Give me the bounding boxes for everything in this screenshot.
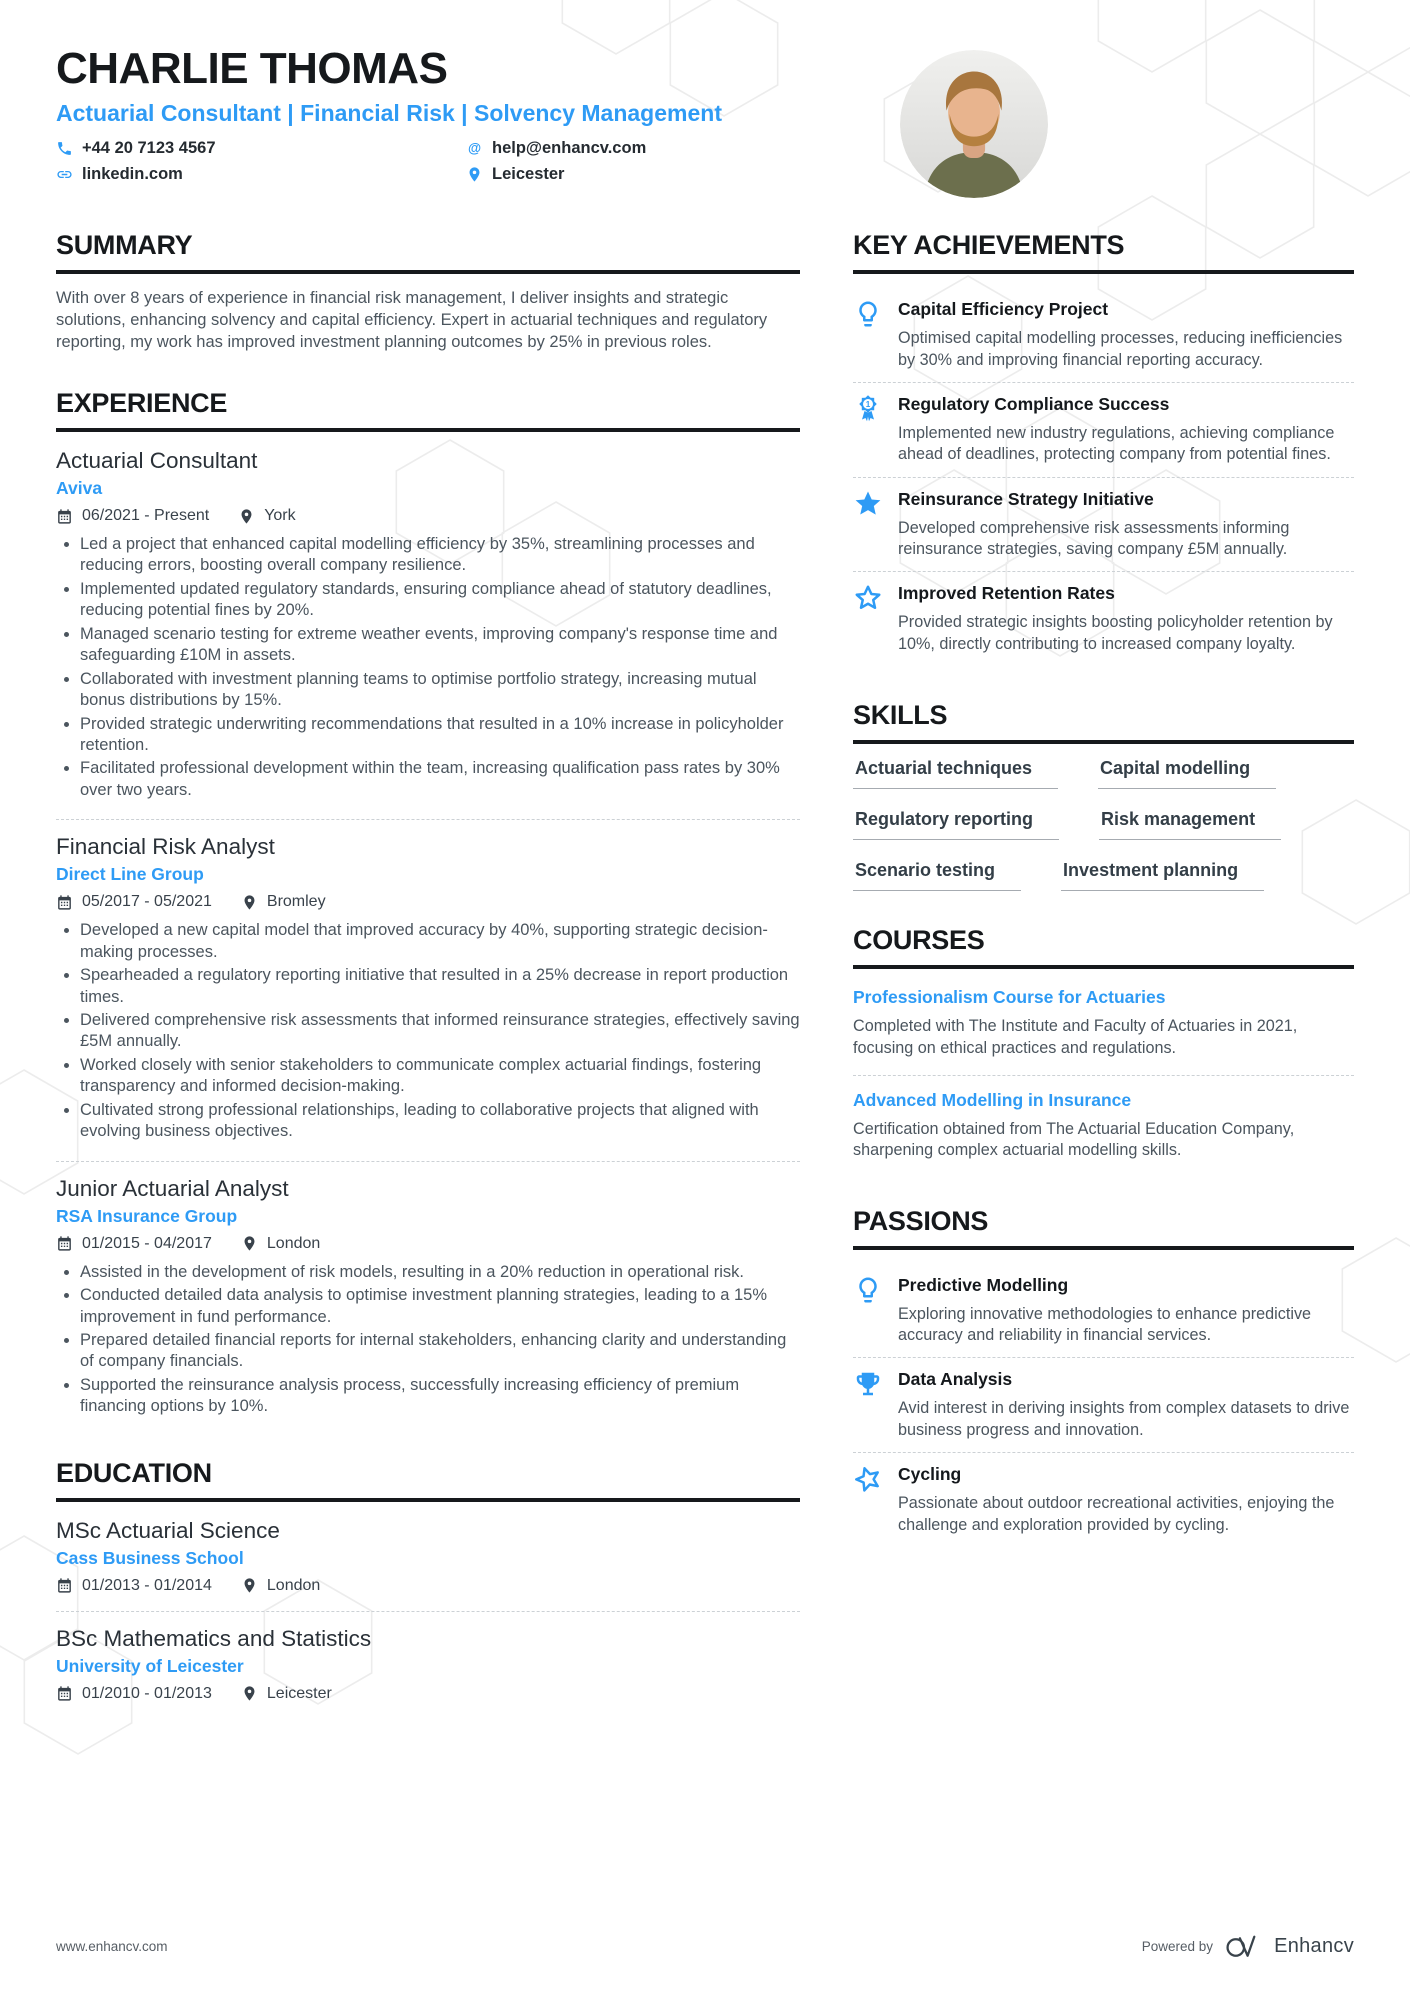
footer — [56, 1934, 1354, 1959]
highlight-text: Optimised capital modelling processes, reducing inefficiencies by 30% and improving financial reporting accuracy. — [898, 329, 1343, 369]
profile-photo — [900, 50, 1048, 198]
enhancv-logo-icon[interactable] — [1225, 1934, 1262, 1959]
date-range: 01/2010 - 01/2013 — [82, 1684, 212, 1702]
job-bullets — [56, 534, 800, 801]
contact-text: linkedin.com — [82, 165, 183, 184]
highlight-text: Passionate about outdoor recreational activities, enjoying the challenge and exploration provided by cycling. — [898, 1494, 1335, 1534]
course-text: Completed with The Institute and Faculty of Actuaries in 2021, focusing on ethical practices and regulations. — [853, 1017, 1298, 1057]
highlight-item — [853, 1452, 1354, 1547]
education-meta — [56, 1577, 800, 1595]
skill-item: Risk management — [1099, 809, 1281, 840]
highlight-body — [898, 392, 1354, 466]
job-location: York — [264, 507, 296, 524]
bullet-item: • Facilitated professional development within the team, increasing qualification pass rates by 30% over two years. — [80, 758, 800, 801]
job-title: Actuarial Consultant — [56, 448, 258, 473]
bullet-item: • Supported the reinsurance analysis process, successfully increasing efficiency of premium financing options by 10%. — [80, 1375, 800, 1418]
company-name: Aviva — [56, 478, 103, 498]
job-meta — [56, 1235, 800, 1253]
bullet-item: • Conducted detailed data analysis to optimise investment planning strategies, leading to a 15% improvement in fund performance. — [80, 1285, 800, 1328]
pin-icon — [238, 508, 255, 525]
school-name: Cass Business School — [56, 1547, 244, 1568]
passions-list — [853, 1264, 1354, 1547]
highlight-body — [898, 581, 1354, 655]
education-location: London — [266, 1576, 321, 1594]
experience-heading: EXPERIENCE — [56, 388, 800, 432]
date-range: 05/2017 - 05/2021 — [82, 893, 212, 911]
right-column — [853, 230, 1354, 1707]
education-heading: EDUCATION — [56, 1458, 800, 1502]
footer-site-link[interactable]: www.enhancv.com — [56, 1939, 168, 1954]
job-meta — [56, 507, 800, 525]
date-range: 01/2013 - 01/2014 — [82, 1576, 212, 1594]
highlight-body — [898, 1273, 1354, 1347]
courses-list — [853, 983, 1354, 1172]
experience-entry — [56, 1161, 800, 1424]
highlight-item — [853, 477, 1354, 572]
lightbulb-icon — [853, 299, 883, 329]
lightbulb-icon — [853, 1275, 883, 1305]
experience-section — [56, 388, 800, 1424]
skills-list — [853, 758, 1354, 891]
star-outline-icon — [853, 583, 883, 613]
bullet-item: • Managed scenario testing for extreme weather events, improving company's response time and safeguarding £10M in assets. — [80, 624, 800, 667]
job-location: Bromley — [266, 893, 326, 911]
highlight-title: Data Analysis — [898, 1369, 1013, 1390]
highlight-item — [853, 1264, 1354, 1358]
calendar-icon — [56, 1685, 73, 1702]
highlight-title: Capital Efficiency Project — [898, 299, 1109, 320]
contact-text: Leicester — [492, 165, 565, 184]
pin-icon — [241, 894, 258, 911]
bullet-item: • Led a project that enhanced capital modelling efficiency by 35%, streamlining processes and reducing errors, boosting overall company resilience. — [80, 534, 800, 577]
powered-by — [1142, 1934, 1354, 1959]
star-tilted-icon — [853, 1464, 883, 1494]
experience-entry — [56, 446, 800, 807]
svg-text:@: @ — [467, 140, 482, 156]
skill-item: Actuarial techniques — [853, 758, 1058, 789]
summary-text: With over 8 years of experience in financial risk management, I deliver insights and strategic solutions, enhancing solvency and capital efficiency. Expert in actuarial techniques and regulatory reporting, my work has improved investment planning outcomes by 25% in previous roles. — [56, 289, 768, 352]
course-title: Professionalism Course for Actuaries — [853, 987, 1166, 1008]
job-location: London — [266, 1234, 321, 1252]
calendar-icon — [56, 508, 73, 525]
bullet-item: • Cultivated strong professional relationships, leading to collaborative projects that aligned with evolving business objectives. — [80, 1100, 800, 1143]
education-section — [56, 1458, 800, 1707]
contact-text: help@enhancv.com — [492, 139, 647, 158]
highlight-text: Exploring innovative methodologies to enhance predictive accuracy and reliability in financial services. — [898, 1304, 1312, 1345]
bullet-item: • Prepared detailed financial reports for internal stakeholders, enhancing clarity and understanding of company financials. — [80, 1330, 800, 1373]
job-title: Junior Actuarial Analyst — [56, 1175, 289, 1201]
skills-section — [853, 700, 1354, 891]
course-item — [853, 983, 1354, 1069]
skill-item: Capital modelling — [1098, 758, 1276, 789]
pin-icon — [241, 1685, 258, 1702]
job-bullets — [56, 1262, 800, 1418]
content-columns — [0, 230, 1410, 1707]
company-name: Direct Line Group — [56, 864, 204, 885]
highlight-item — [853, 1357, 1354, 1452]
contact-item[interactable] — [466, 165, 1354, 184]
summary-section — [56, 230, 800, 354]
contact-item[interactable] — [56, 139, 466, 158]
summary-heading: SUMMARY — [56, 230, 800, 274]
courses-section — [853, 925, 1354, 1172]
highlight-title: Predictive Modelling — [898, 1274, 1069, 1295]
left-column — [56, 230, 800, 1707]
email-icon — [466, 140, 483, 157]
contact-item[interactable] — [56, 165, 466, 184]
courses-heading: COURSES — [853, 925, 1354, 969]
highlight-title: Regulatory Compliance Success — [898, 393, 1170, 414]
highlight-item — [853, 288, 1354, 382]
education-location: Leicester — [266, 1684, 332, 1702]
bullet-item: • Worked closely with senior stakeholders to communicate complex actuarial findings, fostering transparency and informed decision-making. — [80, 1055, 800, 1098]
powered-by-label: Powered by — [1141, 1939, 1214, 1954]
education-meta — [56, 1685, 800, 1703]
skill-item: Regulatory reporting — [853, 809, 1059, 840]
course-item — [853, 1075, 1354, 1172]
passions-section — [853, 1206, 1354, 1547]
achievements-section — [853, 230, 1354, 666]
skills-heading: SKILLS — [853, 700, 1354, 744]
education-list — [56, 1516, 800, 1707]
highlight-body — [898, 1462, 1354, 1536]
achievements-heading: KEY ACHIEVEMENTS — [853, 230, 1354, 274]
highlight-text: Developed comprehensive risk assessments informing reinsurance strategies, saving company £5M annually. — [898, 518, 1290, 559]
contact-list — [56, 139, 1354, 184]
highlight-text: Avid interest in deriving insights from complex datasets to drive business progress and innovation. — [898, 1399, 1350, 1439]
highlight-item — [853, 571, 1354, 666]
skill-item: Scenario testing — [853, 860, 1021, 891]
star-filled-icon — [853, 489, 883, 519]
link-icon — [56, 166, 73, 183]
course-title: Advanced Modelling in Insurance — [853, 1089, 1132, 1110]
enhancv-wordmark[interactable]: Enhancv — [1274, 1935, 1354, 1957]
calendar-icon — [56, 1235, 73, 1252]
bullet-item: • Implemented updated regulatory standards, ensuring compliance ahead of statutory deadlines, reducing potential fines by 20%. — [80, 579, 800, 622]
date-range: 01/2015 - 04/2017 — [82, 1234, 212, 1252]
phone-icon — [56, 140, 73, 157]
education-entry — [56, 1516, 800, 1599]
highlight-text: Provided strategic insights boosting policyholder retention by 10%, directly contributing to increased company loyalty. — [898, 613, 1333, 653]
education-entry — [56, 1611, 800, 1707]
pin-icon — [241, 1235, 258, 1252]
job-bullets — [56, 920, 800, 1142]
calendar-icon — [56, 894, 73, 911]
person-title: Actuarial Consultant | Financial Risk | Solvency Management — [56, 100, 722, 127]
svg-text:1: 1 — [865, 399, 871, 409]
highlight-body — [898, 1367, 1354, 1441]
highlight-item — [853, 382, 1354, 477]
pin-icon — [241, 1577, 258, 1594]
bullet-item: • Collaborated with investment planning teams to optimise portfolio strategy, increasing mutual bonus distributions by 15%. — [80, 669, 800, 712]
achievements-list — [853, 288, 1354, 666]
course-text: Certification obtained from The Actuarial Education Company, sharpening complex actuarial modelling skills. — [853, 1119, 1295, 1160]
job-meta — [56, 893, 800, 911]
school-name: University of Leicester — [56, 1655, 244, 1676]
contact-text: +44 20 7123 4567 — [82, 139, 216, 158]
bullet-item: • Provided strategic underwriting recommendations that resulted in a 10% increase in policyholder retention. — [80, 714, 800, 757]
highlight-body — [898, 297, 1354, 371]
location-icon — [466, 166, 483, 183]
header — [0, 0, 1410, 184]
job-title: Financial Risk Analyst — [56, 834, 275, 860]
highlight-text: Implemented new industry regulations, achieving compliance ahead of deadlines, protecting company from potential fines. — [898, 423, 1335, 464]
skill-item: Investment planning — [1061, 860, 1264, 891]
degree-title: MSc Actuarial Science — [56, 1517, 280, 1543]
highlight-title: Reinsurance Strategy Initiative — [898, 488, 1154, 509]
calendar-icon — [56, 1577, 73, 1594]
passions-heading: PASSIONS — [853, 1206, 1354, 1250]
bullet-item: • Assisted in the development of risk models, resulting in a 20% reduction in operational risk. — [80, 1262, 800, 1283]
experience-entry — [56, 819, 800, 1148]
degree-title: BSc Mathematics and Statistics — [56, 1625, 372, 1651]
date-range: 06/2021 - Present — [82, 507, 210, 524]
highlight-body — [898, 487, 1354, 561]
company-name: RSA Insurance Group — [56, 1205, 238, 1226]
bullet-item: • Spearheaded a regulatory reporting initiative that resulted in a 25% decrease in report production times. — [80, 965, 800, 1008]
person-name: CHARLIE THOMAS — [56, 44, 448, 93]
highlight-title: Improved Retention Rates — [898, 583, 1115, 604]
experience-list — [56, 446, 800, 1424]
trophy-icon — [853, 1369, 883, 1399]
bullet-item: • Delivered comprehensive risk assessments that informed reinsurance strategies, effectively saving £5M annually. — [80, 1010, 800, 1053]
medal-icon — [853, 394, 883, 424]
highlight-title: Cycling — [898, 1464, 962, 1485]
bullet-item: • Developed a new capital model that improved accuracy by 40%, supporting strategic decision-making processes. — [80, 920, 800, 963]
